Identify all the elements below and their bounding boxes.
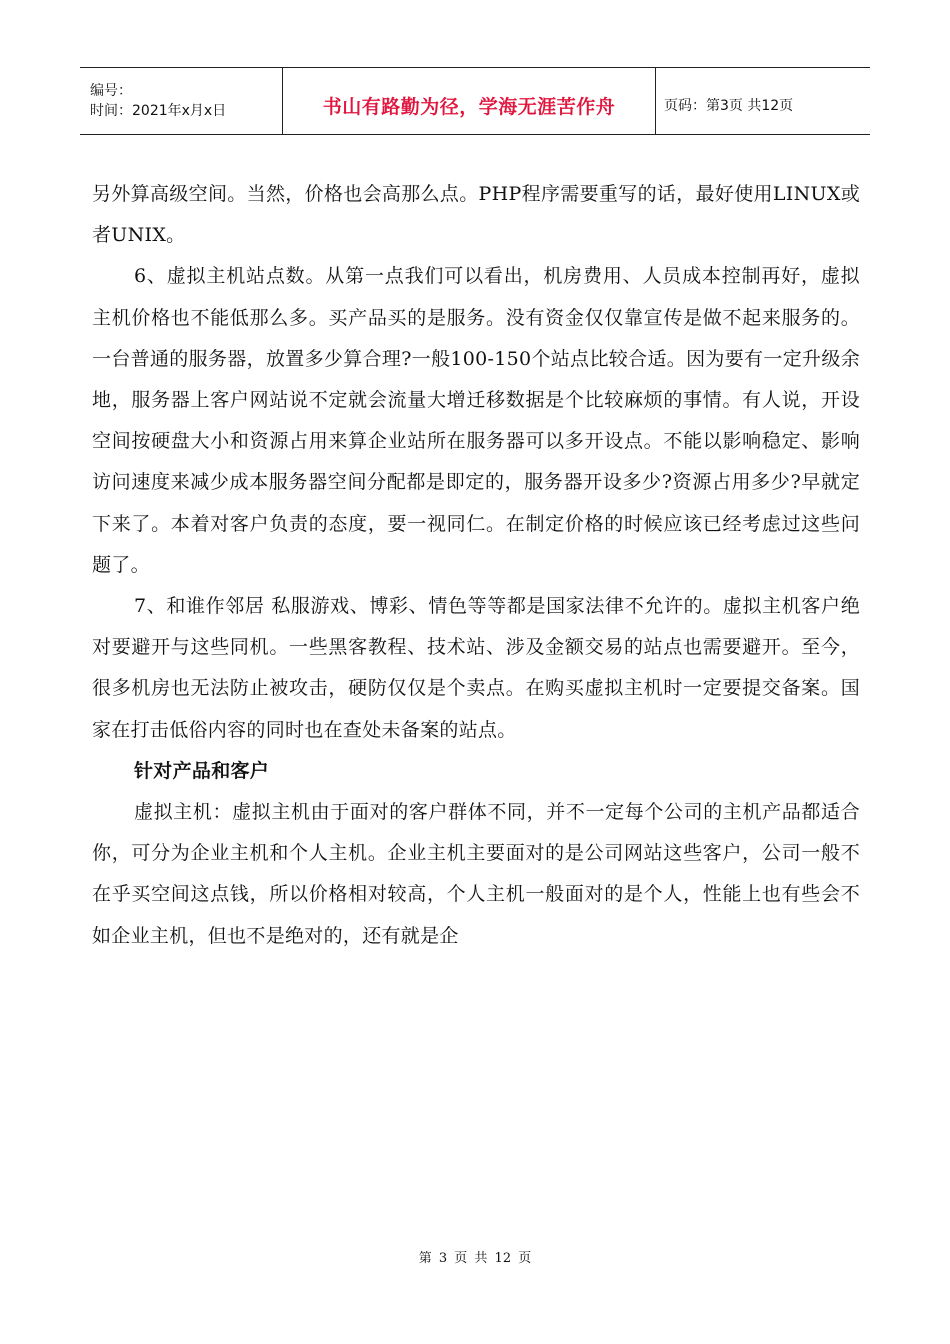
footer-page-number: 第 3 页 共 12 页 — [418, 1251, 532, 1266]
header-meta-cell — [80, 68, 283, 134]
section-heading: 针对产品和客户 — [134, 759, 270, 782]
paragraph-neighbors: 7、和谁作邻居 私服游戏、博彩、情色等等都是国家法律不允许的。虚拟主机客户绝对要避开与这些同机。一些黑客教程、技术站、涉及金额交易的站点也需要避开。至今，很多机房也无法防止被攻击，硬防仅仅是个卖点。在购买虚拟主机时一定要提交备案。国家在打击低俗内容的同时也在查处未备案的站点。 — [92, 595, 860, 741]
document-header — [80, 67, 870, 135]
paragraph-continuation: 另外算高级空间。当然，价格也会高那么点。PHP程序需要重写的话，最好使用LINUX或者UNIX。 — [92, 183, 860, 247]
document-body — [92, 174, 860, 957]
document-number-label: 编号： — [90, 83, 132, 99]
header-motto: 书山有路勤为径，学海无涯苦作舟 — [322, 95, 616, 118]
header-motto-cell — [283, 68, 656, 134]
header-page-cell — [656, 68, 870, 134]
header-page-info: 页码：第3页 共12页 — [664, 98, 794, 114]
paragraph-site-count: 6、虚拟主机站点数。从第一点我们可以看出，机房费用、人员成本控制再好，虚拟主机价格也不能低那么多。买产品买的是服务。没有资金仅仅靠宣传是做不起来服务的。一台普通的服务器，放置多少算合理?一般100-150个站点比较合适。因为要有一定升级余地，服务器上客户网站说不定就会流量大增迁移数据是个比较麻烦的事情。有人说，开设空间按硬盘大小和资源占用来算企业站所在服务器可以多开设点。不能以影响稳定、影响访问速度来减少成本服务器空间分配都是即定的，服务器开设多少?资源占用多少?早就定下来了。本着对客户负责的态度，要一视同仁。在制定价格的时候应该已经考虑过这些问题了。 — [92, 265, 860, 576]
paragraph-virtual-host: 虚拟主机：虚拟主机由于面对的客户群体不同，并不一定每个公司的主机产品都适合你，可分为企业主机和个人主机。企业主机主要面对的是公司网站这些客户，公司一般不在乎买空间这点钱，所以价格相对较高，个人主机一般面对的是个人，性能上也有些会不如企业主机，但也不是绝对的，还有就是企 — [92, 801, 860, 947]
document-time-label: 时间：2021年x月x日 — [90, 103, 227, 119]
